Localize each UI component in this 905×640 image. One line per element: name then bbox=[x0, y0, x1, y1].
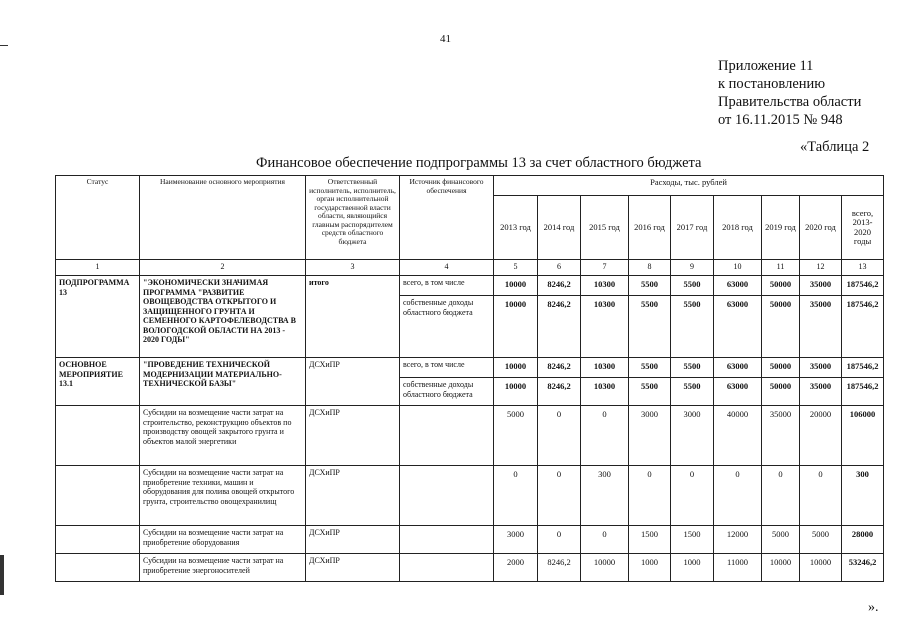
source-cell bbox=[400, 406, 494, 466]
header-year: 2015 год bbox=[581, 196, 629, 260]
column-number: 10 bbox=[714, 260, 762, 276]
value-cell: 0 bbox=[762, 466, 800, 526]
value-cell: 11000 bbox=[714, 554, 762, 582]
total-cell: 187546,2 bbox=[842, 276, 884, 296]
column-number: 13 bbox=[842, 260, 884, 276]
header-row bbox=[56, 176, 884, 196]
column-number: 9 bbox=[671, 260, 714, 276]
name-cell: "ЭКОНОМИЧЕСКИ ЗНАЧИМАЯ ПРОГРАММА "РАЗВИТИЕ ОВОЩЕВОДСТВА ОТКРЫТОГО И ЗАЩИЩЕННОГО ГРУНТА И СЕМЕННОГО КАРТОФЕЛЕВОДСТВА В ВОЛОГОДСКОЙ ОБЛАСТИ НА 2013 - 2020 ГОДЫ" bbox=[140, 276, 306, 358]
value-cell: 10000 bbox=[800, 554, 842, 582]
value-cell: 5000 bbox=[800, 526, 842, 554]
value-cell: 63000 bbox=[714, 358, 762, 378]
appendix-line: Правительства области bbox=[718, 94, 862, 110]
column-number: 3 bbox=[306, 260, 400, 276]
total-cell: 187546,2 bbox=[842, 378, 884, 406]
value-cell: 63000 bbox=[714, 276, 762, 296]
total-cell: 300 bbox=[842, 466, 884, 526]
source-cell: всего, в том числе bbox=[400, 358, 494, 378]
value-cell: 3000 bbox=[671, 406, 714, 466]
value-cell: 10000 bbox=[581, 554, 629, 582]
table-row bbox=[56, 276, 884, 296]
value-cell: 8246,2 bbox=[538, 276, 581, 296]
value-cell: 1500 bbox=[671, 526, 714, 554]
page-number: 41 bbox=[440, 33, 451, 45]
column-number: 11 bbox=[762, 260, 800, 276]
closing-quote: ». bbox=[868, 600, 879, 615]
value-cell: 2000 bbox=[494, 554, 538, 582]
appendix-line: Приложение 11 bbox=[718, 58, 814, 74]
value-cell: 5500 bbox=[629, 276, 671, 296]
responsible-cell: итого bbox=[306, 276, 400, 358]
value-cell: 35000 bbox=[800, 296, 842, 358]
value-cell: 20000 bbox=[800, 406, 842, 466]
name-cell: Субсидии на возмещение части затрат на приобретение техники, машин и оборудования для полива овощей открытого грунта, строительство овощехранилищ bbox=[140, 466, 306, 526]
header-year: 2014 год bbox=[538, 196, 581, 260]
header-year: 2016 год bbox=[629, 196, 671, 260]
value-cell: 0 bbox=[714, 466, 762, 526]
value-cell: 5500 bbox=[671, 358, 714, 378]
status-cell bbox=[56, 526, 140, 554]
header-year: 2017 год bbox=[671, 196, 714, 260]
financing-table bbox=[55, 175, 884, 582]
column-number: 12 bbox=[800, 260, 842, 276]
value-cell: 40000 bbox=[714, 406, 762, 466]
appendix-line: к постановлению bbox=[718, 76, 826, 92]
total-cell: 187546,2 bbox=[842, 296, 884, 358]
value-cell: 0 bbox=[581, 406, 629, 466]
appendix-line: от 16.11.2015 № 948 bbox=[718, 112, 843, 128]
value-cell: 0 bbox=[800, 466, 842, 526]
value-cell: 1000 bbox=[671, 554, 714, 582]
value-cell: 8246,2 bbox=[538, 554, 581, 582]
value-cell: 0 bbox=[671, 466, 714, 526]
total-cell: 106000 bbox=[842, 406, 884, 466]
header-year: 2013 год bbox=[494, 196, 538, 260]
header-year: 2020 год bbox=[800, 196, 842, 260]
header-responsible: Ответственный исполнитель, исполнитель, орган исполнительной государственной власти области, являющийся главным распорядителем средств областного бюджета bbox=[306, 176, 400, 260]
value-cell: 12000 bbox=[714, 526, 762, 554]
source-cell bbox=[400, 554, 494, 582]
value-cell: 5500 bbox=[629, 358, 671, 378]
value-cell: 10000 bbox=[494, 358, 538, 378]
value-cell: 63000 bbox=[714, 296, 762, 358]
value-cell: 5500 bbox=[629, 296, 671, 358]
responsible-cell: ДСХиПР bbox=[306, 466, 400, 526]
column-numbers-row bbox=[56, 260, 884, 276]
value-cell: 5500 bbox=[629, 378, 671, 406]
column-number: 1 bbox=[56, 260, 140, 276]
table-row bbox=[56, 526, 884, 554]
source-cell: всего, в том числе bbox=[400, 276, 494, 296]
value-cell: 0 bbox=[538, 406, 581, 466]
status-cell bbox=[56, 406, 140, 466]
status-cell bbox=[56, 554, 140, 582]
value-cell: 10000 bbox=[494, 276, 538, 296]
column-number: 2 bbox=[140, 260, 306, 276]
value-cell: 0 bbox=[538, 526, 581, 554]
header-year: 2018 год bbox=[714, 196, 762, 260]
header-year: 2019 год bbox=[762, 196, 800, 260]
value-cell: 8246,2 bbox=[538, 296, 581, 358]
source-cell bbox=[400, 526, 494, 554]
value-cell: 63000 bbox=[714, 378, 762, 406]
value-cell: 1000 bbox=[629, 554, 671, 582]
responsible-cell: ДСХиПР bbox=[306, 554, 400, 582]
value-cell: 10000 bbox=[494, 378, 538, 406]
value-cell: 50000 bbox=[762, 358, 800, 378]
value-cell: 35000 bbox=[800, 378, 842, 406]
margin-tick bbox=[0, 45, 8, 46]
table-row bbox=[56, 406, 884, 466]
value-cell: 5500 bbox=[671, 378, 714, 406]
column-number: 8 bbox=[629, 260, 671, 276]
name-cell: "ПРОВЕДЕНИЕ ТЕХНИЧЕСКОЙ МОДЕРНИЗАЦИИ МАТЕРИАЛЬНО-ТЕХНИЧЕСКОЙ БАЗЫ" bbox=[140, 358, 306, 406]
value-cell: 35000 bbox=[800, 358, 842, 378]
column-number: 5 bbox=[494, 260, 538, 276]
table-row bbox=[56, 554, 884, 582]
value-cell: 50000 bbox=[762, 296, 800, 358]
value-cell: 35000 bbox=[762, 406, 800, 466]
value-cell: 35000 bbox=[800, 276, 842, 296]
value-cell: 50000 bbox=[762, 378, 800, 406]
header-name: Наименование основного мероприятия bbox=[140, 176, 306, 260]
value-cell: 10000 bbox=[494, 296, 538, 358]
name-cell: Субсидии на возмещение части затрат на приобретение энергоносителей bbox=[140, 554, 306, 582]
value-cell: 300 bbox=[581, 466, 629, 526]
document-title: Финансовое обеспечение подпрограммы 13 за счет областного бюджета bbox=[256, 155, 702, 171]
header-status: Статус bbox=[56, 176, 140, 260]
header-expenses: Расходы, тыс. рублей bbox=[494, 176, 884, 196]
column-number: 4 bbox=[400, 260, 494, 276]
responsible-cell: ДСХиПР bbox=[306, 406, 400, 466]
margin-scan-mark bbox=[0, 555, 4, 595]
header-year-total: всего, 2013- 2020 годы bbox=[842, 196, 884, 260]
responsible-cell: ДСХиПР bbox=[306, 526, 400, 554]
header-source: Источник финансового обеспечения bbox=[400, 176, 494, 260]
name-cell: Субсидии на возмещение части затрат на приобретение оборудования bbox=[140, 526, 306, 554]
name-cell: Субсидии на возмещение части затрат на строительство, реконструкцию объектов по производству овощей закрытого грунта и объектов малой энергетики bbox=[140, 406, 306, 466]
value-cell: 0 bbox=[538, 466, 581, 526]
value-cell: 50000 bbox=[762, 276, 800, 296]
total-cell: 187546,2 bbox=[842, 358, 884, 378]
value-cell: 5500 bbox=[671, 296, 714, 358]
source-cell: собственные доходы областного бюджета bbox=[400, 378, 494, 406]
status-cell: ПОДПРОГРАММА 13 bbox=[56, 276, 140, 358]
source-cell bbox=[400, 466, 494, 526]
table-row bbox=[56, 358, 884, 378]
value-cell: 10300 bbox=[581, 276, 629, 296]
value-cell: 8246,2 bbox=[538, 378, 581, 406]
responsible-cell: ДСХиПР bbox=[306, 358, 400, 406]
source-cell: собственные доходы областного бюджета bbox=[400, 296, 494, 358]
table-reference: «Таблица 2 bbox=[800, 139, 870, 155]
value-cell: 0 bbox=[629, 466, 671, 526]
value-cell: 0 bbox=[494, 466, 538, 526]
value-cell: 10000 bbox=[762, 554, 800, 582]
value-cell: 1500 bbox=[629, 526, 671, 554]
total-cell: 53246,2 bbox=[842, 554, 884, 582]
value-cell: 10300 bbox=[581, 296, 629, 358]
value-cell: 5000 bbox=[762, 526, 800, 554]
appendix-block bbox=[718, 57, 861, 129]
status-cell: ОСНОВНОЕ МЕРОПРИЯТИЕ 13.1 bbox=[56, 358, 140, 406]
value-cell: 5500 bbox=[671, 276, 714, 296]
value-cell: 3000 bbox=[629, 406, 671, 466]
value-cell: 5000 bbox=[494, 406, 538, 466]
value-cell: 10300 bbox=[581, 378, 629, 406]
value-cell: 0 bbox=[581, 526, 629, 554]
total-cell: 28000 bbox=[842, 526, 884, 554]
status-cell bbox=[56, 466, 140, 526]
value-cell: 8246,2 bbox=[538, 358, 581, 378]
value-cell: 3000 bbox=[494, 526, 538, 554]
value-cell: 10300 bbox=[581, 358, 629, 378]
column-number: 7 bbox=[581, 260, 629, 276]
table-row bbox=[56, 466, 884, 526]
column-number: 6 bbox=[538, 260, 581, 276]
